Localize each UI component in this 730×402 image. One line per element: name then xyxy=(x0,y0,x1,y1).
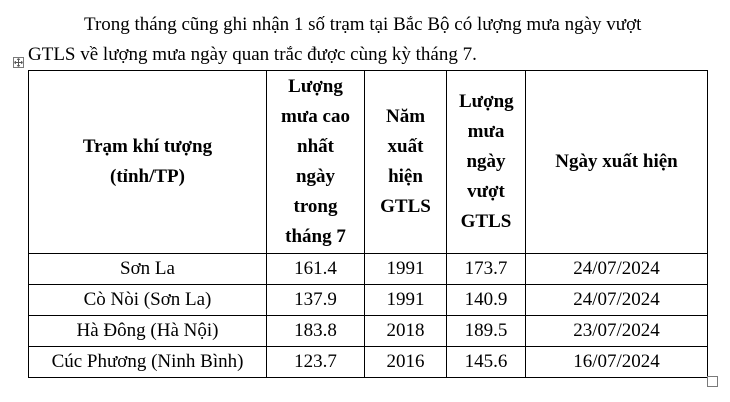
table-move-handle-icon[interactable] xyxy=(13,57,24,68)
header-date: Ngày xuất hiện xyxy=(526,71,708,254)
table-row xyxy=(29,285,708,316)
cell-record-year: 2016 xyxy=(365,347,447,378)
table-header-row xyxy=(29,71,708,254)
cell-max-rainfall: 137.9 xyxy=(267,285,365,316)
cell-record-year: 2018 xyxy=(365,316,447,347)
cell-exceeding-rainfall: 173.7 xyxy=(447,254,526,285)
cell-max-rainfall: 183.8 xyxy=(267,316,365,347)
intro-line-2: GTLS về lượng mưa ngày quan trắc được cùng kỳ tháng 7. xyxy=(28,44,477,65)
table-row xyxy=(29,347,708,378)
cell-date: 24/07/2024 xyxy=(526,285,708,316)
cell-max-rainfall: 123.7 xyxy=(267,347,365,378)
cell-exceeding-rainfall: 140.9 xyxy=(447,285,526,316)
cell-station: Cò Nòi (Sơn La) xyxy=(29,285,267,316)
table-row xyxy=(29,316,708,347)
header-max-rainfall: Lượng mưa cao nhất ngày trong tháng 7 xyxy=(267,71,365,254)
cell-exceeding-rainfall: 189.5 xyxy=(447,316,526,347)
cell-date: 23/07/2024 xyxy=(526,316,708,347)
intro-paragraph xyxy=(28,10,708,70)
cell-date: 24/07/2024 xyxy=(526,254,708,285)
cell-exceeding-rainfall: 145.6 xyxy=(447,347,526,378)
table-row xyxy=(29,254,708,285)
cell-station: Cúc Phương (Ninh Bình) xyxy=(29,347,267,378)
cell-station: Sơn La xyxy=(29,254,267,285)
cell-record-year: 1991 xyxy=(365,285,447,316)
table-resize-handle-icon[interactable] xyxy=(707,376,718,387)
rainfall-table xyxy=(28,70,708,378)
cell-max-rainfall: 161.4 xyxy=(267,254,365,285)
header-station: Trạm khí tượng (tỉnh/TP) xyxy=(29,71,267,254)
cell-date: 16/07/2024 xyxy=(526,347,708,378)
header-exceeding-rainfall: Lượng mưa ngày vượt GTLS xyxy=(447,71,526,254)
intro-line-1: Trong tháng cũng ghi nhận 1 số trạm tại Bắc Bộ có lượng mưa ngày vượt xyxy=(84,14,642,35)
cell-record-year: 1991 xyxy=(365,254,447,285)
header-record-year: Năm xuất hiện GTLS xyxy=(365,71,447,254)
cell-station: Hà Đông (Hà Nội) xyxy=(29,316,267,347)
